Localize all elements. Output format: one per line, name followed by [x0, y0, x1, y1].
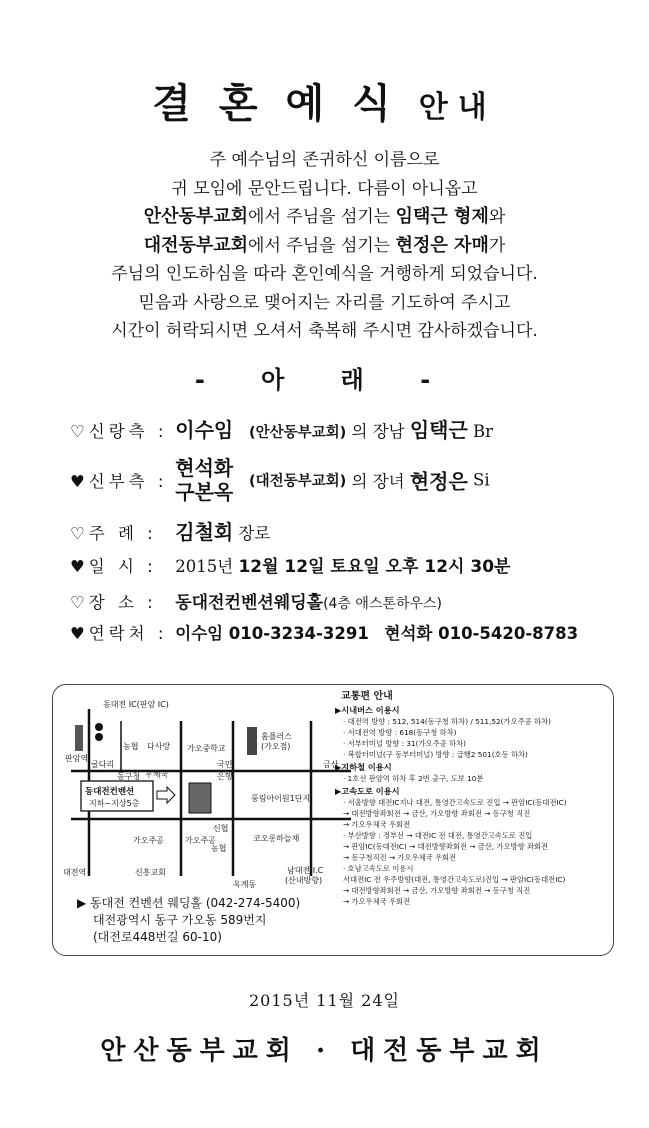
map-geumsan: 금산: [323, 760, 339, 769]
traffic-bus-line: · 복합터미널(구 동부터미널) 방향 : 급행2 501(호동 하차): [343, 750, 528, 759]
place-row: [70, 588, 442, 613]
traffic-highway-line: · 호남고속도로 이용시: [343, 864, 414, 873]
intro-text: [0, 146, 649, 346]
map-homeplus: 홈플러스: [261, 732, 292, 741]
groom-row: [70, 414, 493, 443]
groom-suffix: Br: [473, 422, 494, 441]
bride-church: 대전동부교회: [143, 234, 249, 256]
bride-relation: 의 장녀: [351, 472, 405, 491]
datetime-label-text: 일 시 :: [88, 557, 157, 576]
map-shinhyup: 신협: [213, 824, 229, 833]
traffic-bus-line: · 서부터미널 방향 : 31(가오주공 하차): [343, 739, 466, 748]
address-line-2: 대전광역시 동구 가오동 589번지: [93, 913, 267, 927]
intro-line-3: [0, 203, 649, 232]
intro-line-5: 주님의 인도하심을 따라 혼인예식을 거행하게 되었습니다.: [111, 264, 538, 284]
map-gaoju-mid: 가오주공: [185, 836, 216, 845]
intro-line-3-mid: 에서 주님을 섬기는: [248, 207, 396, 227]
traffic-highway-line: → 판암IC(동대전IC) → 대전방향좌회전 → 금산, 가오방향 좌회전: [343, 842, 549, 851]
bride-parent-name-1: 현석화: [175, 456, 234, 480]
intro-line-4-end: 가: [488, 235, 506, 256]
bride-parents: [175, 456, 233, 504]
title-sub: 안내: [418, 90, 497, 125]
traffic-highway-line: → 동구청직진 → 가오우체국 우회전: [343, 853, 457, 862]
bride-person: 현정은: [409, 469, 468, 494]
map-venue1: 동대전컨벤션: [85, 787, 135, 797]
traffic-highway-line: · 서울방향 대전IC지나 대전, 통영간고속도로 진입 → 판암IC(동대전IC): [343, 798, 567, 807]
venue-building-icon: [189, 783, 211, 813]
bride-parent-church: (대전동부교회): [248, 473, 347, 490]
contact-label: [70, 620, 170, 644]
bride-name: 현정은 자매: [395, 234, 489, 256]
groom-parent-church: (안산동부교회): [248, 425, 347, 441]
map-gaoju-left: 가오주공: [133, 836, 164, 845]
venue-address: [77, 895, 300, 946]
map-shinheung: 신흥교회: [135, 868, 166, 877]
place-detail: (4층 애스톤하우스): [323, 596, 443, 612]
bride-label-text: 신부측 :: [88, 472, 168, 491]
location-map: [61, 691, 361, 891]
map-nonghyup1: 농협: [123, 742, 139, 751]
ahrae-heading: - 아 래 -: [194, 366, 455, 394]
map-kolon: 코오롱하늘채: [253, 834, 300, 843]
officiant-label-text: 주 례 :: [88, 524, 157, 543]
map-kookmin: 국민: [217, 760, 233, 769]
map-panam: 판암역: [65, 754, 89, 763]
map-homeplus2: (가오점): [261, 742, 291, 751]
map-ic-top: 동대전 IC(판암 IC): [103, 700, 169, 709]
place-label: [70, 589, 170, 613]
contact-label-text: 연락처 :: [88, 624, 168, 643]
heart-outline-icon: ♡: [70, 593, 89, 612]
map-pungrim: 풍림아이원1단지: [251, 794, 311, 803]
groom-label: [70, 418, 170, 442]
arrow-right-icon: [157, 787, 175, 803]
panam-station-icon: [75, 725, 83, 751]
footer-churches: 안산동부교회 · 대전동부교회: [100, 1036, 549, 1066]
map-gulda: 굴다리: [91, 760, 115, 769]
place-name: 동대전컨벤션웨딩홀: [175, 593, 324, 613]
bride-parent-name-2: 구본옥: [175, 480, 234, 504]
map-venue2: 지하~지상5층: [89, 799, 140, 808]
groom-name: 임택근 형제: [395, 206, 489, 227]
traffic-highway-line: → 가오우체국 우회전: [343, 820, 411, 829]
datetime-rest: 12월 12일 토요일 오후 12시 30분: [238, 557, 511, 577]
map-okgye: 옥계동: [233, 880, 257, 889]
intro-line-4-mid: 에서 주님을 섬기는: [248, 235, 396, 256]
officiant-title: 장로: [238, 524, 271, 543]
contact-1: 이수임 010-3234-3291: [175, 624, 369, 643]
map-bank: 은행: [217, 772, 233, 781]
traffic-title: 교통편 안내: [341, 691, 393, 702]
traffic-highway-line: → 가오우체국 우회전: [343, 897, 411, 906]
groom-person: 임택근: [409, 418, 468, 442]
traffic-guide: [335, 691, 605, 907]
intro-line-4: [0, 232, 649, 261]
heart-filled-icon: ♥: [70, 624, 89, 643]
groom-label-text: 신랑측 :: [88, 422, 168, 441]
map-dong-office: 동구청: [117, 772, 141, 781]
datetime-row: [70, 552, 510, 577]
place-label-text: 장 소 :: [88, 593, 157, 612]
map-gaoj-school: 가오중학교: [187, 744, 226, 753]
traffic-highway-heading: ▶고속도로 이용시: [335, 786, 400, 796]
traffic-highway-line: → 대전방향좌회전 → 금산, 가오방향 좌회전 → 동구청 직진: [343, 809, 531, 818]
directions-box: [52, 684, 614, 956]
bride-suffix: Si: [473, 470, 490, 490]
homeplus-building-icon: [247, 727, 257, 755]
bride-label: [70, 468, 170, 492]
traffic-subway-line: · 1호선 판암역 하차 후 2번 출구, 도보 10분: [343, 774, 484, 783]
traffic-bus-line: · 대전역 방향 : 512, 514(동구청 하차) / 511,52(가오주공 하차): [343, 717, 551, 726]
contact-row: [70, 620, 578, 644]
traffic-highway-line: · 부산방향 : 경부선 → 대전IC 전 대전, 통영간고속도로 진입: [343, 831, 533, 840]
datetime-year: 2015년: [175, 557, 234, 576]
officiant-name: 김철회: [175, 520, 234, 544]
heart-filled-icon: ♥: [70, 472, 89, 491]
heart-outline-icon: ♡: [70, 422, 89, 441]
address-line-1: ▶ 동대전 컨벤션 웨딩홀 (042-274-5400): [77, 896, 301, 910]
intro-line-1: 주 예수님의 존귀하신 이름으로: [209, 150, 440, 170]
datetime-label: [70, 553, 170, 577]
traffic-bus-line: · 서대전역 방향 : 618(동구청 하차): [343, 728, 457, 737]
map-south-ic2: (산내방향): [285, 876, 323, 885]
invitation-title: [0, 72, 649, 129]
heart-outline-icon: ♡: [70, 524, 89, 543]
officiant-row: [70, 516, 270, 545]
traffic-bus-heading: ▶시내버스 이용시: [335, 705, 400, 715]
officiant-label: [70, 520, 170, 544]
groom-church: 안산동부교회: [143, 206, 249, 227]
issue-date: 2015년 11월 24일: [249, 991, 400, 1010]
address-line-3: (대전로448번길 60-10): [93, 930, 222, 944]
intro-line-2: 귀 모임에 문안드립니다. 다름이 아니옵고: [171, 178, 478, 199]
contact-2: 현석화 010-5420-8783: [384, 624, 579, 643]
groom-relation: 의 장남: [351, 422, 405, 441]
map-south-ic1: 남대전 I.C: [287, 866, 324, 875]
map-nonghyup2: 농협: [211, 844, 227, 853]
heart-filled-icon: ♥: [70, 557, 89, 576]
intro-line-7: 시간이 허락되시면 오셔서 축복해 주시면 감사하겠습니다.: [111, 321, 538, 341]
map-daejeon-station: 대전역: [63, 868, 87, 877]
map-post: 우체국: [145, 770, 169, 779]
intro-line-6: 믿음과 사랑으로 맺어지는 자리를 기도하여 주시고: [138, 292, 511, 313]
title-main: 결혼예식: [152, 80, 419, 127]
map-dasarang: 다사랑: [147, 742, 171, 751]
intro-line-3-end: 와: [488, 207, 506, 227]
traffic-highway-line: 서대전IC 전 우주방향(대전, 통영간고속도로)진입 → 판암IC(동대전IC): [343, 875, 566, 884]
groom-parent-name: 이수임: [175, 418, 234, 442]
traffic-highway-line: → 대전방향좌회전 → 금산, 가오방향 좌회전 → 동구청 직진: [343, 886, 531, 895]
traffic-subway-heading: ▶지하철 이용시: [335, 762, 392, 772]
bride-row: [70, 456, 490, 504]
